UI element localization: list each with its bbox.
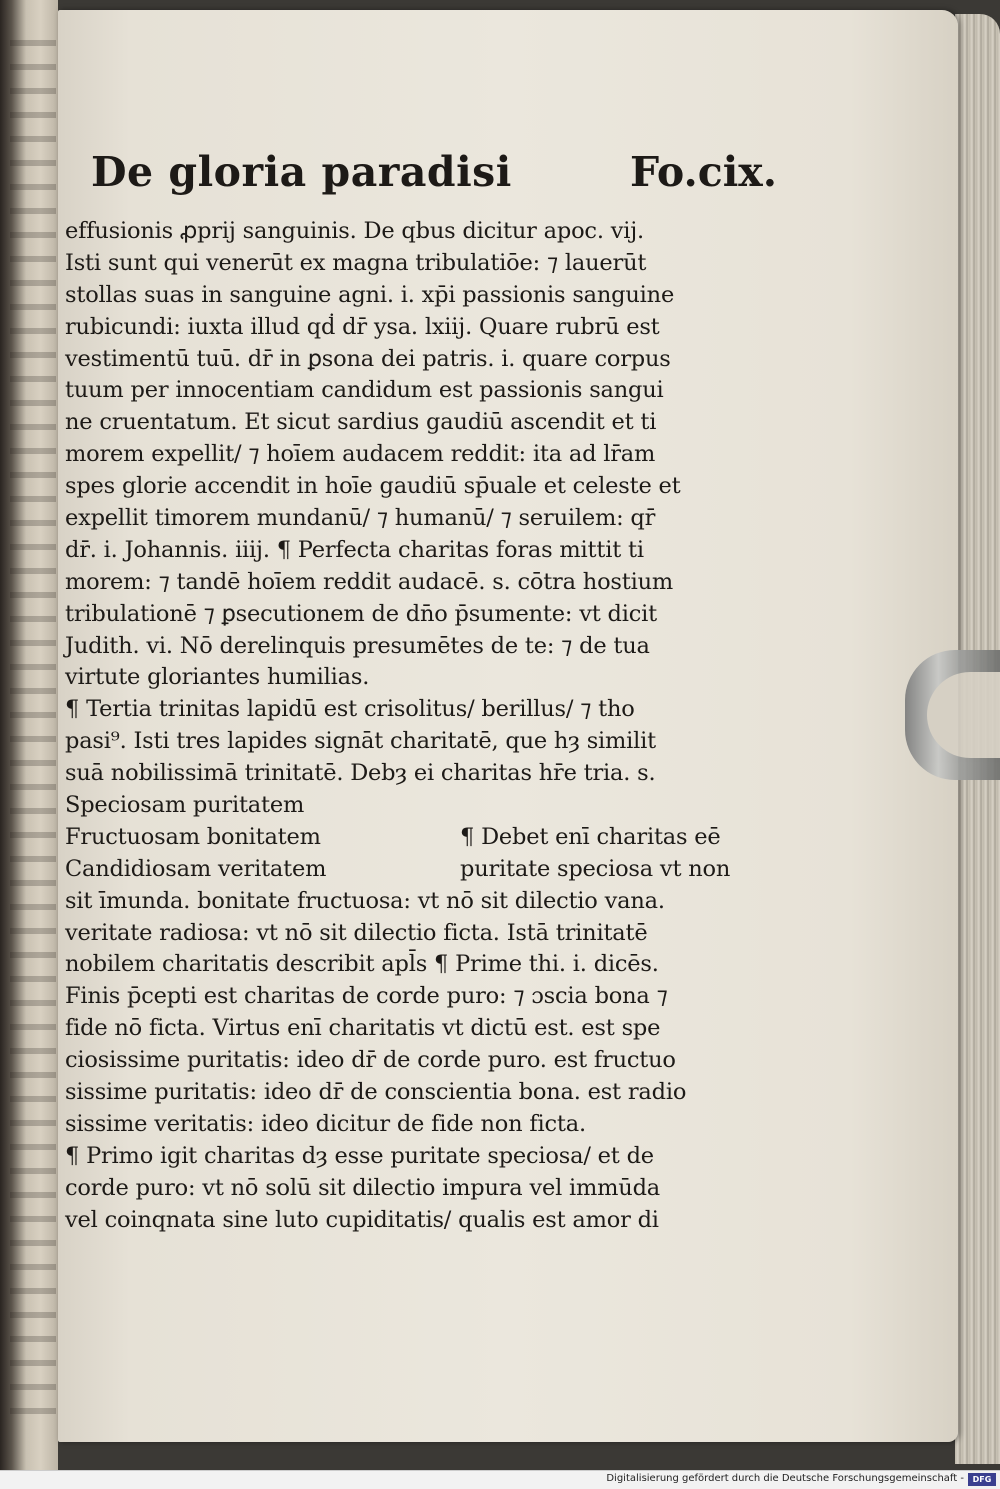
- facing-page-edge: [0, 0, 58, 1470]
- text-line: morem: ⁊ tandē hoīem reddit audacē. s. cōtra hostium: [65, 568, 674, 595]
- text-body-part-1: [65, 216, 777, 822]
- text-right: ¶ Debet enī charitas eē: [460, 823, 721, 850]
- text-line: effusionis ꝓprij sanguinis. De qbus dicitur apoc. vij.: [65, 218, 644, 244]
- two-column-line: [65, 854, 777, 886]
- text-line: expellit timorem mundanū/ ⁊ humanū/ ⁊ seruilem: qr̄: [65, 505, 656, 532]
- text-line: ¶ Tertia trinitas lapidū est crisolitus/ berillus/ ⁊ tho: [65, 696, 635, 723]
- page-clip: [905, 650, 1000, 780]
- text-line: ne cruentatum. Et sicut sardius gaudiū ascendit et ti: [65, 409, 657, 436]
- text-line: ciosissime puritatis: ideo dr̄ de corde puro. est fructuo: [65, 1047, 676, 1074]
- text-line: virtute gloriantes humilias.: [65, 664, 370, 691]
- printed-text-block: [65, 148, 777, 1237]
- footer-bar: [0, 1470, 1000, 1489]
- text-line: veritate radiosa: vt nō sit dilectio ficta. Istā trinitatē: [65, 919, 648, 946]
- text-line: nobilem charitatis describit apl̄s ¶ Prime thi. i. dicēs.: [65, 951, 659, 978]
- text-line: Isti sunt qui venerūt ex magna tribulatiōe: ⁊ lauerūt: [65, 249, 647, 276]
- text-line: pasi⁹. Isti tres lapides signāt charitatē, que hȝ similit: [65, 728, 657, 755]
- text-line: rubicundi: iuxta illud qḋ dr̄ ysa. lxiij. Quare rubrū est: [65, 313, 660, 340]
- text-line: morem expellit/ ⁊ hoīem audacem reddit: ita ad lr̄am: [65, 441, 656, 468]
- facing-page-text-bleed: [10, 40, 56, 1420]
- text-line: tribulationē ⁊ ꝑsecutionem de dn̄o p̄sumente: vt dicit: [65, 600, 657, 627]
- text-line: sissime veritatis: ideo dicitur de fide non ficta.: [65, 1110, 586, 1137]
- folio-number: Fo.cix.: [629, 148, 777, 196]
- text-line: tuum per innocentiam candidum est passionis sangui: [65, 377, 664, 404]
- list-item-left: Fructuosam bonitatem: [65, 823, 321, 850]
- running-title: De gloria paradisi: [91, 148, 512, 196]
- text-line: sit īmunda. bonitate fructuosa: vt nō sit dilectio vana.: [65, 887, 665, 914]
- text-line: stollas suas in sanguine agni. i. xp̄i passionis sanguine: [65, 281, 675, 308]
- text-line: ¶ Primo igit charitas dȝ esse puritate speciosa/ et de: [65, 1142, 654, 1169]
- text-line: Judith. vi. Nō derelinquis presumētes de te: ⁊ de tua: [65, 632, 650, 659]
- text-line: vel coinqnata sine luto cupiditatis/ qualis est amor di: [65, 1206, 659, 1233]
- text-line: dr̄. i. Johannis. iiij. ¶ Perfecta charitas foras mittit ti: [65, 536, 644, 563]
- text-line: spes glorie accendit in hoīe gaudiū sp̄uale et celeste et: [65, 473, 681, 500]
- text-line: fide nō ficta. Virtus enī charitatis vt dictū est. est spe: [65, 1015, 661, 1042]
- running-header: [65, 148, 777, 212]
- text-right: puritate speciosa vt non: [460, 855, 731, 882]
- text-line: Speciosam puritatem: [65, 792, 305, 819]
- two-column-line: [65, 822, 777, 854]
- funding-credit: Digitalisierung gefördert durch die Deutsche Forschungsgemeinschaft -: [606, 1473, 964, 1484]
- text-line: vestimentū tuū. dr̄ in ꝑsona dei patris. i. quare corpus: [65, 345, 671, 372]
- text-line: suā nobilissimā trinitatē. Debȝ ei charitas hr̄e tria. s.: [65, 760, 656, 787]
- text-line: corde puro: vt nō solū sit dilectio impura vel immūda: [65, 1174, 661, 1201]
- list-item-left: Candidiosam veritatem: [65, 855, 327, 882]
- text-body-part-2: [65, 886, 777, 1237]
- text-line: Finis p̄cepti est charitas de corde puro: ⁊ ɔscia bona ⁊: [65, 983, 668, 1010]
- text-line: sissime puritatis: ideo dr̄ de conscientia bona. est radio: [65, 1079, 687, 1106]
- dfg-logo: DFG: [968, 1473, 996, 1486]
